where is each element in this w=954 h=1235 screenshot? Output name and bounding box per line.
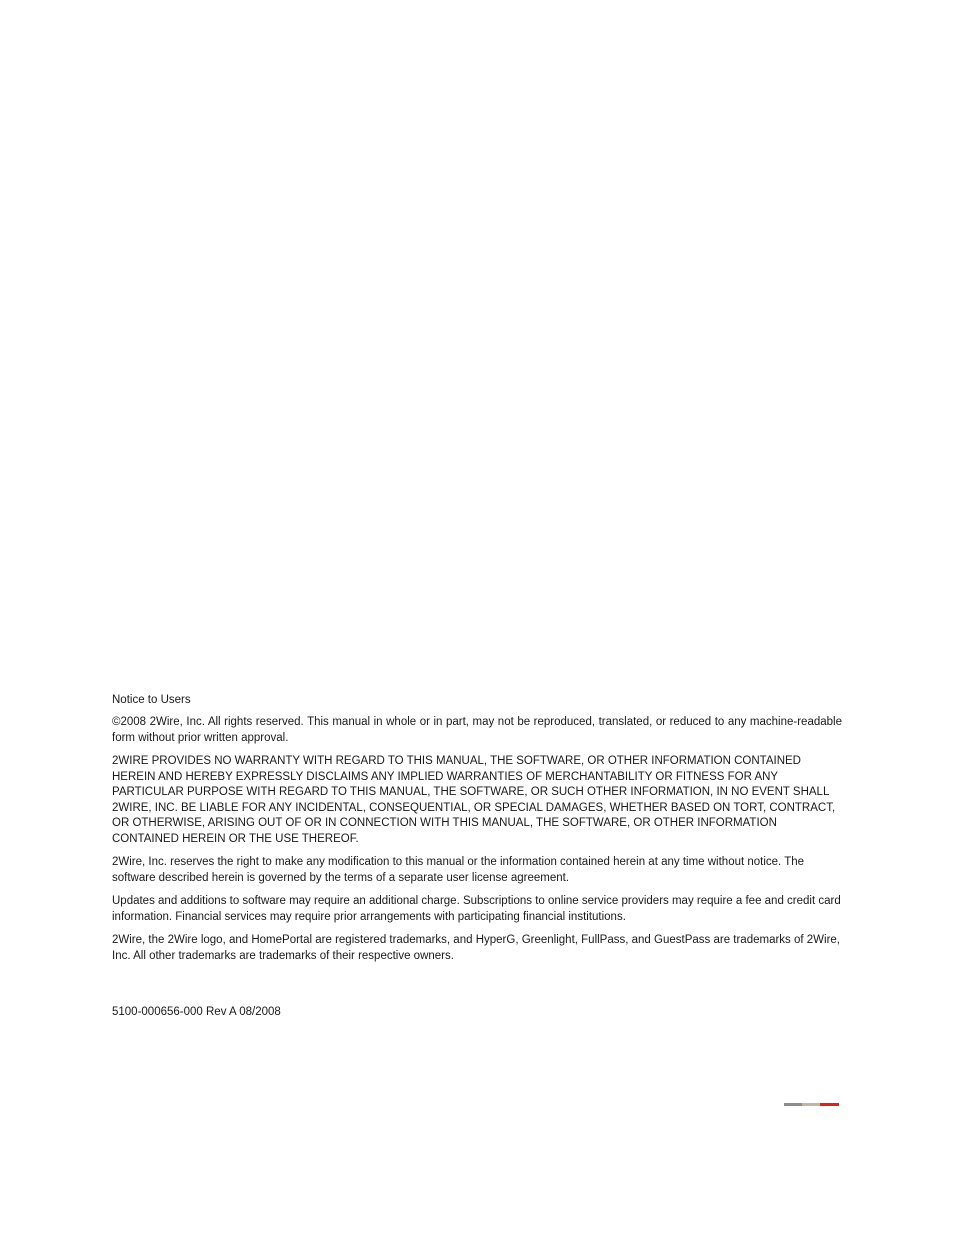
trademarks-paragraph: 2Wire, the 2Wire logo, and HomePortal are registered trademarks, and HyperG, Greenlight, FullPass, and GuestPass are trademarks of 2Wire, Inc. All other trademarks are trademarks of their respective owners. xyxy=(112,934,841,962)
updates-charges-paragraph: Updates and additions to software may require an additional charge. Subscriptions to online service providers may require a fee and credit card information. Financial services may require prior arrangements with participating financial institutions. xyxy=(112,895,841,923)
notice-title: Notice to Users xyxy=(112,694,191,706)
document-number: 5100-000656-000 Rev A 08/2008 xyxy=(112,1006,281,1018)
notice-section xyxy=(112,692,842,972)
color-bar-segment-red xyxy=(820,1103,839,1106)
warranty-disclaimer-paragraph: 2WIRE PROVIDES NO WARRANTY WITH REGARD TO THIS MANUAL, THE SOFTWARE, OR OTHER INFORMATION CONTAINED HEREIN AND HEREBY EXPRESSLY DISCLAIMS ANY IMPLIED WARRANTIES OF MERCHANTABILITY OR FITNESS FOR ANY PARTICULAR PURPOSE WITH REGARD TO THIS MANUAL, THE SOFTWARE, OR SUCH OTHER INFORMATION, IN NO EVENT SHALL 2WIRE, INC. BE LIABLE FOR ANY INCIDENTAL, CONSEQUENTIAL, OR SPECIAL DAMAGES, WHETHER BASED ON TORT, CONTRACT, OR OTHERWISE, ARISING OUT OF OR IN CONNECTION WITH THIS MANUAL, THE SOFTWARE, OR OTHER INFORMATION CONTAINED HEREIN OR THE USE THEREOF. xyxy=(112,755,836,845)
color-bar-segment-gray xyxy=(784,1103,802,1106)
color-bar-segment-tan xyxy=(802,1103,820,1106)
modification-notice-paragraph: 2Wire, Inc. reserves the right to make any modification to this manual or the information contained herein at any time without notice. The software described herein is governed by the terms of a separate user license agreement. xyxy=(112,856,805,884)
decorative-color-bar xyxy=(784,1103,839,1106)
copyright-paragraph: ©2008 2Wire, Inc. All rights reserved. This manual in whole or in part, may not be reproduced, translated, or reduced to any machine-readable form without prior written approval. xyxy=(112,716,842,744)
